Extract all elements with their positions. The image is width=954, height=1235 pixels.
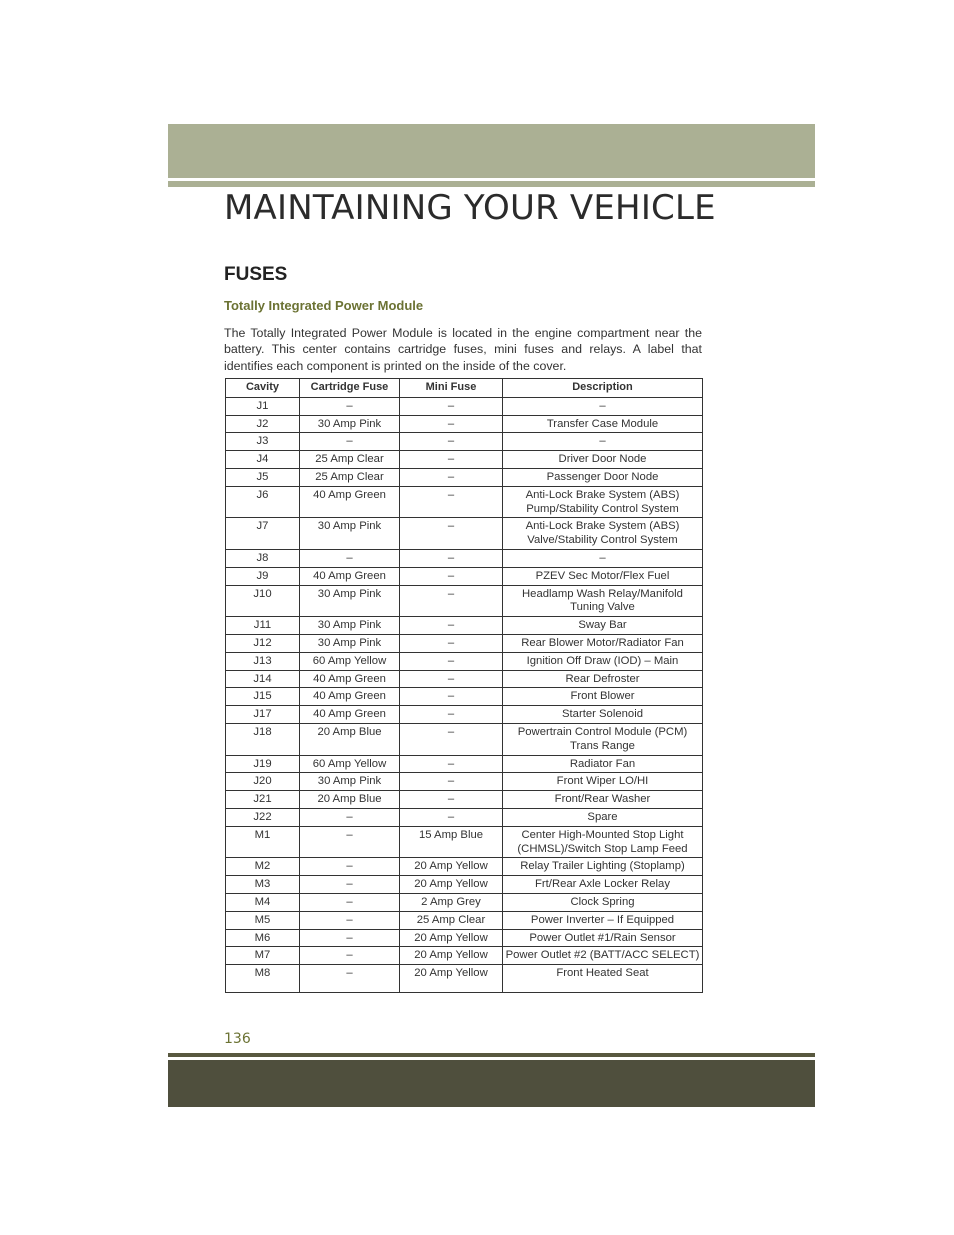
cell-cavity: M3 xyxy=(226,876,300,894)
cell-cartridge-fuse: 30 Amp Pink xyxy=(300,518,400,550)
table-row xyxy=(226,773,703,791)
cell-mini-fuse: – xyxy=(400,634,503,652)
table-row xyxy=(226,433,703,451)
cell-cartridge-fuse: 40 Amp Green xyxy=(300,486,400,518)
table-row xyxy=(226,415,703,433)
cell-mini-fuse: – xyxy=(400,518,503,550)
cell-description: Front/Rear Washer xyxy=(503,791,703,809)
cell-cartridge-fuse: 60 Amp Yellow xyxy=(300,652,400,670)
cell-cavity: J8 xyxy=(226,549,300,567)
cell-cartridge-fuse: 30 Amp Pink xyxy=(300,617,400,635)
cell-description: Spare xyxy=(503,808,703,826)
chapter-title: MAINTAINING YOUR VEHICLE xyxy=(224,188,716,228)
cell-cartridge-fuse: – xyxy=(300,826,400,858)
cell-cartridge-fuse: 40 Amp Green xyxy=(300,567,400,585)
cell-description: Ignition Off Draw (IOD) – Main xyxy=(503,652,703,670)
cell-cartridge-fuse: – xyxy=(300,876,400,894)
column-header-cartridge-fuse: Cartridge Fuse xyxy=(300,379,400,398)
cell-cartridge-fuse: – xyxy=(300,947,400,965)
cell-cartridge-fuse: 30 Amp Pink xyxy=(300,634,400,652)
cell-description: Front Wiper LO/HI xyxy=(503,773,703,791)
table-row xyxy=(226,634,703,652)
cell-cartridge-fuse: 40 Amp Green xyxy=(300,670,400,688)
cell-description: Rear Defroster xyxy=(503,670,703,688)
cell-description: Powertrain Control Module (PCM) Trans Range xyxy=(503,723,703,755)
cell-cavity: M6 xyxy=(226,929,300,947)
cell-cartridge-fuse: – xyxy=(300,397,400,415)
cell-description: Anti-Lock Brake System (ABS) Valve/Stability Control System xyxy=(503,518,703,550)
table-row xyxy=(226,723,703,755)
cell-mini-fuse: 20 Amp Yellow xyxy=(400,876,503,894)
cell-mini-fuse: 20 Amp Yellow xyxy=(400,947,503,965)
cell-description: Front Heated Seat xyxy=(503,965,703,993)
cell-cavity: M5 xyxy=(226,911,300,929)
table-row xyxy=(226,965,703,993)
cell-mini-fuse: – xyxy=(400,415,503,433)
table-row xyxy=(226,858,703,876)
page-number: 136 xyxy=(224,1031,251,1047)
cell-mini-fuse: – xyxy=(400,468,503,486)
table-row xyxy=(226,808,703,826)
cell-description: Power Outlet #1/Rain Sensor xyxy=(503,929,703,947)
cell-description: Driver Door Node xyxy=(503,451,703,469)
cell-description: PZEV Sec Motor/Flex Fuel xyxy=(503,567,703,585)
table-row xyxy=(226,451,703,469)
cell-cavity: J3 xyxy=(226,433,300,451)
cell-cavity: J20 xyxy=(226,773,300,791)
cell-mini-fuse: – xyxy=(400,755,503,773)
header-stripe xyxy=(168,181,815,187)
cell-description: Anti-Lock Brake System (ABS) Pump/Stability Control System xyxy=(503,486,703,518)
footer-stripe xyxy=(168,1053,815,1057)
cell-cavity: J13 xyxy=(226,652,300,670)
cell-mini-fuse: – xyxy=(400,706,503,724)
cell-description: Power Inverter – If Equipped xyxy=(503,911,703,929)
cell-mini-fuse: 15 Amp Blue xyxy=(400,826,503,858)
table-row xyxy=(226,947,703,965)
cell-description: Relay Trailer Lighting (Stoplamp) xyxy=(503,858,703,876)
cell-mini-fuse: – xyxy=(400,617,503,635)
cell-cartridge-fuse: – xyxy=(300,808,400,826)
cell-cartridge-fuse: – xyxy=(300,965,400,993)
cell-cavity: J6 xyxy=(226,486,300,518)
cell-cavity: J15 xyxy=(226,688,300,706)
cell-cartridge-fuse: 20 Amp Blue xyxy=(300,723,400,755)
cell-cartridge-fuse: 25 Amp Clear xyxy=(300,451,400,469)
table-row xyxy=(226,518,703,550)
cell-cavity: J22 xyxy=(226,808,300,826)
cell-cartridge-fuse: 30 Amp Pink xyxy=(300,415,400,433)
cell-cavity: J14 xyxy=(226,670,300,688)
cell-cartridge-fuse: – xyxy=(300,893,400,911)
cell-cartridge-fuse: 30 Amp Pink xyxy=(300,585,400,617)
cell-cavity: J17 xyxy=(226,706,300,724)
cell-mini-fuse: – xyxy=(400,670,503,688)
cell-cartridge-fuse: – xyxy=(300,858,400,876)
cell-mini-fuse: – xyxy=(400,688,503,706)
table-row xyxy=(226,549,703,567)
cell-cavity: M1 xyxy=(226,826,300,858)
cell-description: – xyxy=(503,433,703,451)
table-header-row xyxy=(226,379,703,398)
cell-description: Frt/Rear Axle Locker Relay xyxy=(503,876,703,894)
cell-description: Center High-Mounted Stop Light (CHMSL)/Switch Stop Lamp Feed xyxy=(503,826,703,858)
cell-cartridge-fuse: 20 Amp Blue xyxy=(300,791,400,809)
cell-mini-fuse: – xyxy=(400,451,503,469)
cell-mini-fuse: 20 Amp Yellow xyxy=(400,965,503,993)
table-row xyxy=(226,397,703,415)
cell-cavity: J7 xyxy=(226,518,300,550)
table-body xyxy=(226,397,703,992)
cell-mini-fuse: – xyxy=(400,433,503,451)
table-row xyxy=(226,755,703,773)
table-row xyxy=(226,652,703,670)
cell-mini-fuse: 25 Amp Clear xyxy=(400,911,503,929)
cell-mini-fuse: – xyxy=(400,791,503,809)
cell-cavity: J11 xyxy=(226,617,300,635)
table-row xyxy=(226,688,703,706)
table-row xyxy=(226,617,703,635)
cell-cavity: J19 xyxy=(226,755,300,773)
header-band xyxy=(168,124,815,178)
fuse-table xyxy=(225,378,703,993)
intro-paragraph: The Totally Integrated Power Module is located in the engine compartment near the battery. This center contains cartridge fuses, mini fuses and relays. A label that identifies each component is printed on the inside of the cover. xyxy=(224,326,702,373)
cell-description: Rear Blower Motor/Radiator Fan xyxy=(503,634,703,652)
cell-description: Starter Solenoid xyxy=(503,706,703,724)
table-row xyxy=(226,670,703,688)
cell-cavity: J9 xyxy=(226,567,300,585)
table-row xyxy=(226,826,703,858)
cell-mini-fuse: – xyxy=(400,397,503,415)
cell-cavity: J2 xyxy=(226,415,300,433)
cell-description: Clock Spring xyxy=(503,893,703,911)
cell-cavity: J18 xyxy=(226,723,300,755)
cell-cavity: M8 xyxy=(226,965,300,993)
cell-description: Headlamp Wash Relay/Manifold Tuning Valve xyxy=(503,585,703,617)
cell-mini-fuse: 2 Amp Grey xyxy=(400,893,503,911)
cell-cavity: M2 xyxy=(226,858,300,876)
cell-cartridge-fuse: – xyxy=(300,549,400,567)
cell-mini-fuse: – xyxy=(400,486,503,518)
cell-cavity: M4 xyxy=(226,893,300,911)
cell-mini-fuse: – xyxy=(400,808,503,826)
cell-cartridge-fuse: 40 Amp Green xyxy=(300,706,400,724)
cell-mini-fuse: – xyxy=(400,652,503,670)
cell-description: Passenger Door Node xyxy=(503,468,703,486)
cell-mini-fuse: – xyxy=(400,549,503,567)
cell-cavity: J5 xyxy=(226,468,300,486)
cell-description: Transfer Case Module xyxy=(503,415,703,433)
cell-mini-fuse: 20 Amp Yellow xyxy=(400,929,503,947)
cell-cavity: J1 xyxy=(226,397,300,415)
footer-band xyxy=(168,1060,815,1107)
table-row xyxy=(226,911,703,929)
table-row xyxy=(226,893,703,911)
cell-cartridge-fuse: – xyxy=(300,929,400,947)
section-subtitle: Totally Integrated Power Module xyxy=(224,298,424,313)
cell-mini-fuse: 20 Amp Yellow xyxy=(400,858,503,876)
cell-cartridge-fuse: – xyxy=(300,433,400,451)
cell-mini-fuse: – xyxy=(400,567,503,585)
cell-cavity: J10 xyxy=(226,585,300,617)
cell-cartridge-fuse: 25 Amp Clear xyxy=(300,468,400,486)
column-header-mini-fuse: Mini Fuse xyxy=(400,379,503,398)
cell-description: Sway Bar xyxy=(503,617,703,635)
table-row xyxy=(226,585,703,617)
cell-cartridge-fuse: 40 Amp Green xyxy=(300,688,400,706)
table-row xyxy=(226,567,703,585)
cell-mini-fuse: – xyxy=(400,773,503,791)
column-header-description: Description xyxy=(503,379,703,398)
cell-description: Power Outlet #2 (BATT/ACC SELECT) xyxy=(503,947,703,965)
cell-cartridge-fuse: 30 Amp Pink xyxy=(300,773,400,791)
cell-mini-fuse: – xyxy=(400,585,503,617)
column-header-cavity: Cavity xyxy=(226,379,300,398)
cell-mini-fuse: – xyxy=(400,723,503,755)
cell-cartridge-fuse: 60 Amp Yellow xyxy=(300,755,400,773)
cell-description: – xyxy=(503,549,703,567)
table-row xyxy=(226,929,703,947)
cell-cavity: J4 xyxy=(226,451,300,469)
cell-description: Radiator Fan xyxy=(503,755,703,773)
section-title: FUSES xyxy=(224,264,288,285)
cell-cavity: J21 xyxy=(226,791,300,809)
cell-cavity: M7 xyxy=(226,947,300,965)
cell-cartridge-fuse: – xyxy=(300,911,400,929)
cell-description: – xyxy=(503,397,703,415)
table-row xyxy=(226,486,703,518)
table-row xyxy=(226,706,703,724)
table-row xyxy=(226,468,703,486)
table-row xyxy=(226,791,703,809)
cell-description: Front Blower xyxy=(503,688,703,706)
cell-cavity: J12 xyxy=(226,634,300,652)
table-row xyxy=(226,876,703,894)
